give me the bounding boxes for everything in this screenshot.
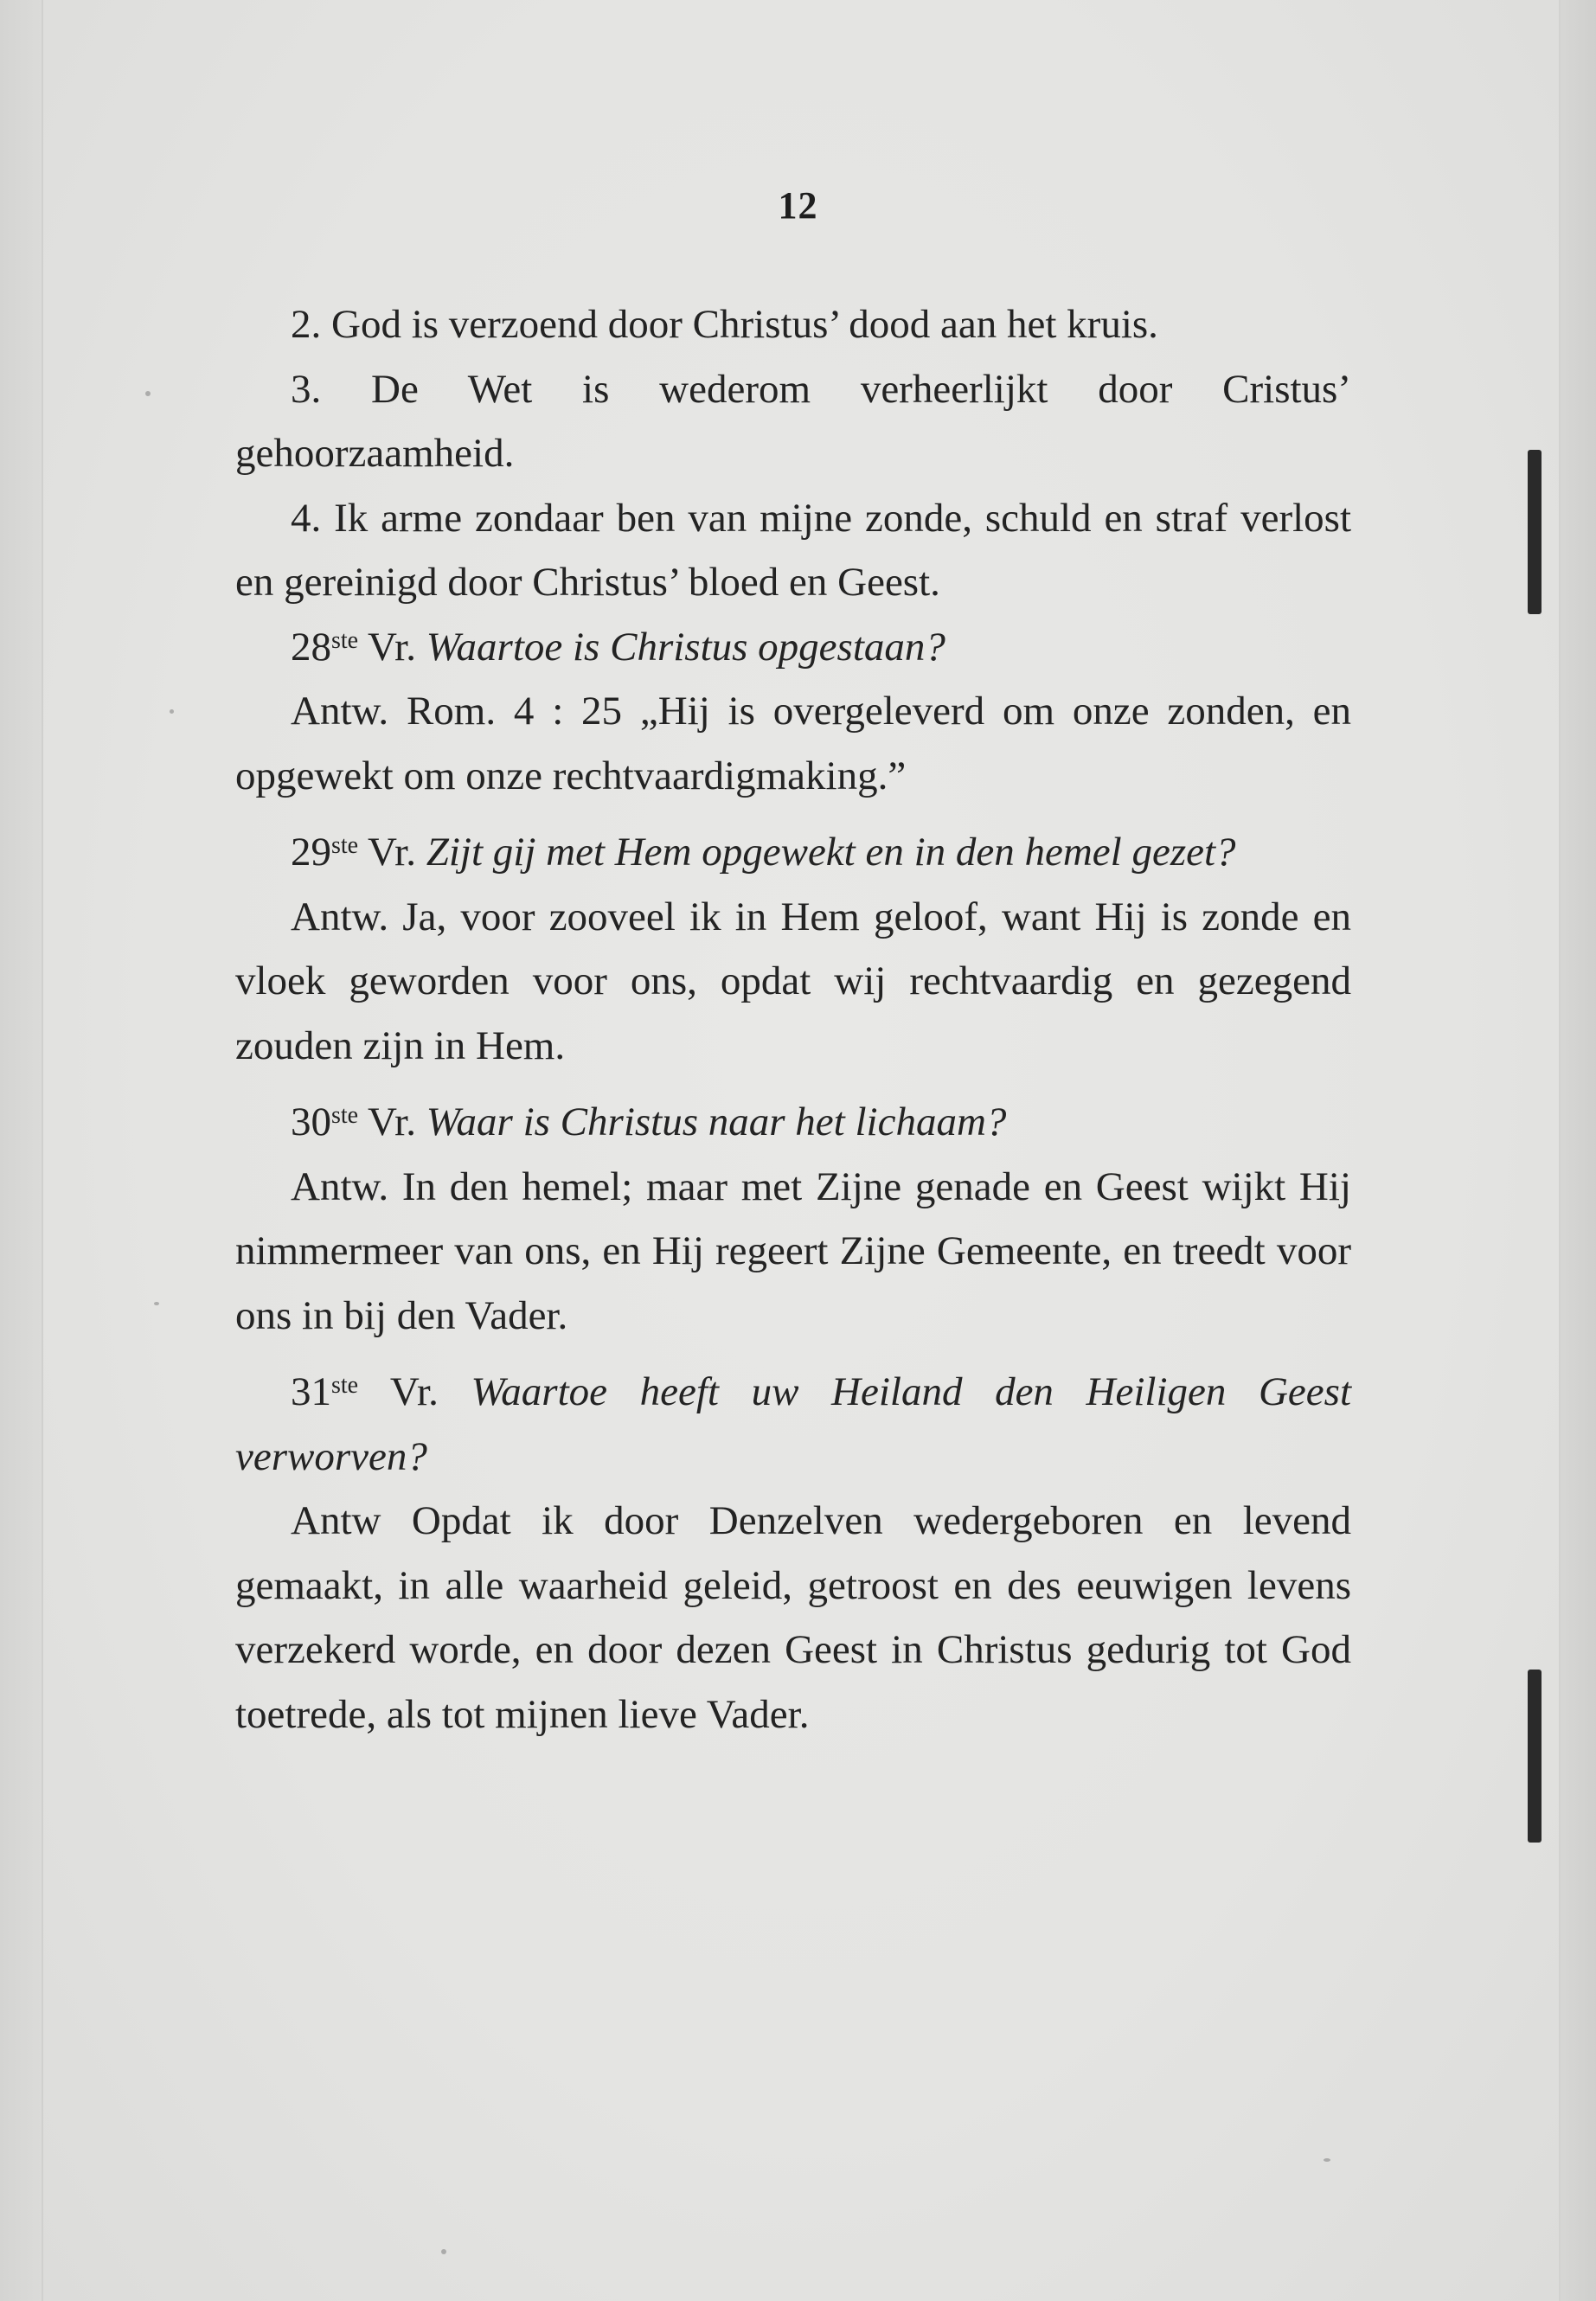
ordinal-suffix: ste	[331, 626, 359, 654]
question-label: Vr.	[368, 624, 416, 670]
question-text: Waar is Christus naar het lichaam?	[426, 1099, 1007, 1144]
page-body	[235, 292, 1351, 1747]
binding-mark-top	[1528, 450, 1542, 614]
ordinal-suffix: ste	[331, 832, 359, 859]
paragraph: 3. De Wet is wederom verheerlijkt door Cristus’ gehoorzaamheid.	[235, 366, 1351, 476]
paper-speck	[145, 391, 151, 396]
question-30	[235, 1090, 1351, 1155]
question-label: Vr.	[389, 1369, 439, 1414]
ordinal-suffix: ste	[331, 1372, 359, 1399]
answer-28: Antw. Rom. 4 : 25 „Hij is overgeleverd om onze zonden, en opgewekt om onze rechtvaardigmaking.”	[235, 689, 1351, 798]
question-text: Waartoe heeft uw Heiland den Heiligen Geest verworven?	[235, 1369, 1352, 1479]
question-number: 30	[291, 1099, 331, 1144]
binding-mark-bottom	[1528, 1670, 1542, 1843]
paper-speck	[1324, 2158, 1330, 2162]
answer-31: Antw Opdat ik door Denzelven wedergeboren en levend gemaakt, in alle waarheid geleid, getroost en des eeuwigen levens verzekerd worde, en door dezen Geest in Christus gedurig tot God toetrede, als tot mijnen lieve Vader.	[235, 1498, 1351, 1737]
question-label: Vr.	[368, 830, 416, 875]
question-text: Zijt gij met Hem opgewekt en in den hemel gezet?	[426, 830, 1236, 875]
answer-29: Antw. Ja, voor zooveel ik in Hem geloof, want Hij is zonde en vloek geworden voor ons, opdat wij rechtvaardig en gezegend zouden zijn in Hem.	[235, 894, 1351, 1068]
ordinal-suffix: ste	[331, 1102, 359, 1129]
question-number: 29	[291, 830, 331, 875]
question-number: 28	[291, 624, 331, 670]
question-31	[235, 1360, 1351, 1489]
question-29	[235, 820, 1351, 885]
answer-30: Antw. In den hemel; maar met Zijne genade en Geest wijkt Hij nimmermeer van ons, en Hij regeert Zijne Gemeente, en treedt voor ons in bij den Vader.	[235, 1163, 1351, 1338]
question-number: 31	[291, 1369, 331, 1414]
paper-speck	[154, 1302, 159, 1305]
question-label: Vr.	[368, 1099, 416, 1144]
paragraph: 4. Ik arme zondaar ben van mijne zonde, schuld en straf verlost en gereinigd door Christus’ bloed en Geest.	[235, 495, 1351, 605]
question-text: Waartoe is Christus opgestaan?	[426, 624, 945, 670]
paper-speck	[441, 2249, 446, 2254]
page-number: 12	[778, 184, 818, 227]
question-28	[235, 615, 1351, 680]
paper-speck	[170, 709, 174, 714]
paragraph: 2. God is verzoend door Christus’ dood aan het kruis.	[291, 302, 1158, 347]
